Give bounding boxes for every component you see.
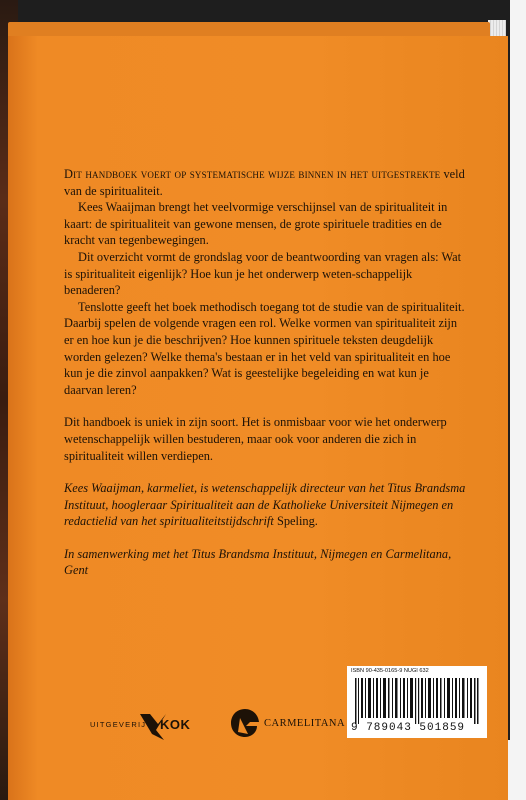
isbn-line: ISBN 90-435-0165-9 NUGI 632 [351, 668, 429, 674]
kok-label: KOK [160, 717, 191, 732]
blurb-paragraph-4: Tenslotte geeft het boek methodisch toegang tot de studie van de spiritualiteit. Daarbij spelen de volgende vragen een rol. Welke vormen van spiritualiteit zijn er en hoe kun je die beschrijven? Hoe kunnen spirituele teksten deugdelijk worden gelezen? Welke thema's bestaan er in het veld van spiritualiteit en hoe kun je die zinvol aanpakken? Wat is geestelijke begeleiding en wat kun je daarvan leren? [64, 299, 465, 397]
blurb-paragraph-5: Dit handboek is uniek in zijn soort. Het is onmisbaar voor wie het onderwerp wetenschappelijk willen bestuderen, maar ook voor anderen die zich in spiritualiteit willen verdiepen. [64, 415, 447, 463]
collaboration-note: In samenwerking met het Titus Brandsma Instituut, Nijmegen en Carmelitana, Gent [64, 546, 452, 578]
opening-rest: veld van de spiritualiteit. [64, 167, 465, 198]
opening-small-caps: Dit handboek voert op systematische wijze binnen in het uitgestrekte [64, 167, 441, 181]
publisher-logos [90, 704, 390, 744]
uitgeverij-label: UITGEVERIJ [90, 720, 147, 729]
author-bio-text: Kees Waaijman, karmeliet, is wetenschappelijk directeur van het Titus Brandsma Instituut, hoogleraar Spiritualiteit aan de Katholieke Universiteit Nijmegen en redactielid van het spiritualiteitstijdschrift [64, 481, 466, 529]
magazine-title: Speling. [276, 514, 318, 529]
author-bio [64, 480, 468, 530]
carmelitana-logo-icon [228, 706, 262, 740]
blurb-paragraph-3: Dit overzicht vormt de grondslag voor de beantwoording van vragen als: Wat is spiritualiteit eigenlijk? Hoe kun je het onderwerp weten-schappelijk benaderen? [64, 249, 462, 298]
blurb-paragraph-2: Kees Waaijman brengt het veelvormige verschijnsel van de spiritualiteit in kaart: de spiritualiteit van gewone mensen, de grote spirituele tradities en de kracht van tegenbewegingen. [64, 200, 448, 248]
carmelitana-label: CARMELITANA [264, 718, 346, 729]
blurb-text [64, 166, 468, 579]
blurb-paragraph-1 [64, 166, 468, 199]
barcode-number: 9 789043 501859 [351, 722, 466, 734]
